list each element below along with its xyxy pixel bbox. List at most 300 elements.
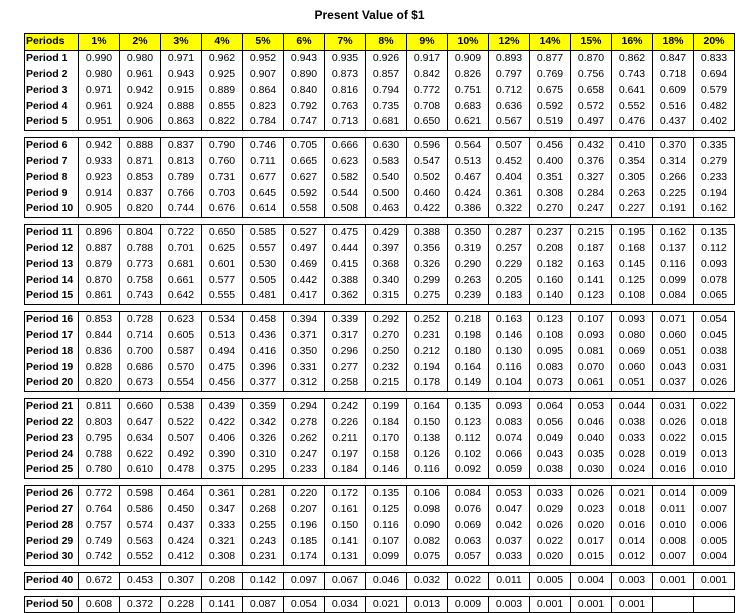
- pv-cell: 0.158: [366, 446, 407, 462]
- pv-cell: 0.788: [120, 241, 161, 257]
- pv-cell: 0.456: [202, 375, 243, 391]
- pv-cell: 0.855: [202, 98, 243, 114]
- pv-cell: 0.942: [120, 82, 161, 98]
- pv-cell: 0.191: [653, 201, 694, 217]
- table-row: [25, 415, 735, 431]
- table-row: [25, 114, 735, 130]
- pv-cell: 0.574: [120, 517, 161, 533]
- pv-cell: 0.596: [407, 137, 448, 153]
- pv-cell: 0.083: [489, 415, 530, 431]
- pv-cell: 0.069: [612, 343, 653, 359]
- pv-cell: 0.250: [366, 343, 407, 359]
- pv-cell: 0.672: [79, 572, 120, 589]
- pv-cell: 0.263: [612, 185, 653, 201]
- pv-cell: 0.239: [448, 288, 489, 304]
- pv-cell: 0.296: [325, 343, 366, 359]
- pv-cell: 0.310: [243, 446, 284, 462]
- period-label: Period 12: [25, 241, 79, 257]
- pv-cell: 0.233: [694, 169, 735, 185]
- pv-cell: 0.185: [284, 533, 325, 549]
- period-label: Period 24: [25, 446, 79, 462]
- pv-cell: 0.035: [571, 446, 612, 462]
- table-row: [25, 485, 735, 501]
- pv-cell: 0.751: [448, 82, 489, 98]
- pv-cell: 0.016: [612, 517, 653, 533]
- group-spacer: [25, 130, 735, 137]
- pv-cell: 0.195: [612, 224, 653, 240]
- pv-cell: 0.232: [366, 359, 407, 375]
- pv-cell: 0.572: [571, 98, 612, 114]
- table-row: [25, 201, 735, 217]
- pv-cell: 0.075: [407, 549, 448, 565]
- pv-cell: 0.292: [366, 311, 407, 327]
- pv-cell: 0.722: [161, 224, 202, 240]
- pv-cell: 0.137: [653, 241, 694, 257]
- pv-cell: 0.146: [366, 462, 407, 478]
- pv-cell: 0.054: [284, 596, 325, 613]
- pv-cell: 0.460: [407, 185, 448, 201]
- pv-cell: 0.141: [202, 596, 243, 613]
- pv-cell: 0.816: [325, 82, 366, 98]
- pv-cell: 0.333: [202, 517, 243, 533]
- pv-cell: 0.031: [653, 398, 694, 414]
- pv-cell: 0.061: [571, 375, 612, 391]
- pv-cell: 0.020: [530, 549, 571, 565]
- pv-cell: 0.772: [407, 82, 448, 98]
- pv-cell: 0.828: [79, 359, 120, 375]
- pv-cell: 0.871: [120, 154, 161, 170]
- pv-cell: 0.527: [284, 224, 325, 240]
- pv-cell: 0.924: [120, 98, 161, 114]
- pv-cell: 0.605: [161, 328, 202, 344]
- pv-cell: 0.004: [694, 549, 735, 565]
- pv-cell: 0.198: [448, 328, 489, 344]
- pv-cell: 0.093: [694, 256, 735, 272]
- pv-cell: 0.516: [653, 98, 694, 114]
- pv-cell: 0.277: [325, 359, 366, 375]
- pv-cell: 0.123: [571, 288, 612, 304]
- pv-cell: 0.317: [325, 328, 366, 344]
- pv-cell: 0.386: [448, 201, 489, 217]
- pv-cell: 0.070: [571, 359, 612, 375]
- pv-cell: 0.861: [79, 288, 120, 304]
- pv-cell: 0.150: [407, 415, 448, 431]
- group-spacer: [25, 391, 735, 398]
- pv-cell: 0.887: [79, 241, 120, 257]
- pv-cell: 0.172: [325, 485, 366, 501]
- pv-cell: 0.475: [202, 359, 243, 375]
- pv-cell: 0.803: [79, 415, 120, 431]
- pv-cell: 0.634: [120, 430, 161, 446]
- pv-cell: 0.174: [284, 549, 325, 565]
- pv-cell: 0.630: [366, 137, 407, 153]
- pv-cell: 0.199: [366, 398, 407, 414]
- pv-cell: 0.108: [530, 328, 571, 344]
- period-label: Period 4: [25, 98, 79, 114]
- pv-cell: 0.601: [202, 256, 243, 272]
- pv-cell: 0.212: [407, 343, 448, 359]
- pv-cell: 0.582: [325, 169, 366, 185]
- pv-cell: 0.284: [571, 185, 612, 201]
- pv-cell: 0.837: [120, 185, 161, 201]
- pv-cell: 0.747: [284, 114, 325, 130]
- pv-cell: 0.508: [325, 201, 366, 217]
- table-row: [25, 533, 735, 549]
- pv-cell: 0.915: [161, 82, 202, 98]
- pv-cell: 0.475: [325, 224, 366, 240]
- pv-cell: 0.469: [284, 256, 325, 272]
- period-label: Period 16: [25, 311, 79, 327]
- pv-cell: 0.439: [202, 398, 243, 414]
- table-row: [25, 169, 735, 185]
- pv-cell: 0.351: [530, 169, 571, 185]
- pv-cell: 0.009: [694, 485, 735, 501]
- pv-cell: 0.933: [79, 154, 120, 170]
- pv-cell: 0.073: [530, 375, 571, 391]
- pv-cell: 0.056: [530, 415, 571, 431]
- pv-cell: 0.429: [366, 224, 407, 240]
- group-spacer: [25, 565, 735, 572]
- pv-cell: 0.804: [120, 224, 161, 240]
- pv-cell: 0.022: [653, 430, 694, 446]
- pv-cell: 0.163: [489, 311, 530, 327]
- period-label: Period 5: [25, 114, 79, 130]
- pv-cell: 0.554: [161, 375, 202, 391]
- pv-cell: 0.853: [120, 169, 161, 185]
- pv-cell: 0.547: [407, 154, 448, 170]
- pv-cell: 0.587: [161, 343, 202, 359]
- pv-cell: 0.106: [407, 485, 448, 501]
- pv-cell: 0.437: [653, 114, 694, 130]
- pv-cell: 0.862: [612, 50, 653, 66]
- pv-cell: 0.130: [489, 343, 530, 359]
- pv-cell: 0.797: [489, 67, 530, 83]
- pv-cell: 0.226: [325, 415, 366, 431]
- pv-cell: 0.658: [571, 82, 612, 98]
- pv-cell: 0.914: [79, 185, 120, 201]
- header-rate: 10%: [448, 34, 489, 51]
- pv-cell: 0.780: [79, 462, 120, 478]
- pv-cell: 0.623: [161, 311, 202, 327]
- pv-cell: 0.183: [489, 288, 530, 304]
- pv-cell: 0.107: [571, 311, 612, 327]
- pv-cell: 0.356: [407, 241, 448, 257]
- pv-cell: 0.081: [571, 343, 612, 359]
- pv-cell: [694, 596, 735, 613]
- pv-cell: 0.404: [489, 169, 530, 185]
- pv-cell: 0.162: [653, 224, 694, 240]
- pv-cell: 0.820: [120, 201, 161, 217]
- pv-cell: 0.647: [120, 415, 161, 431]
- pv-cell: 0.519: [530, 114, 571, 130]
- pv-cell: 0.359: [243, 398, 284, 414]
- pv-cell: 0.196: [284, 517, 325, 533]
- header-row: [25, 34, 735, 51]
- pv-cell: 0.026: [653, 415, 694, 431]
- pv-cell: 0.178: [407, 375, 448, 391]
- pv-cell: 0.312: [284, 375, 325, 391]
- pv-cell: 0.837: [161, 137, 202, 153]
- pv-cell: 0.823: [243, 98, 284, 114]
- pv-cell: 0.552: [120, 549, 161, 565]
- pv-cell: 0.295: [243, 462, 284, 478]
- pv-cell: 0.024: [612, 462, 653, 478]
- pv-cell: 0.555: [202, 288, 243, 304]
- pv-cell: 0.577: [202, 272, 243, 288]
- pv-cell: 0.980: [79, 67, 120, 83]
- pv-cell: 0.789: [161, 169, 202, 185]
- pv-cell: 0.990: [79, 50, 120, 66]
- pv-cell: 0.322: [489, 201, 530, 217]
- pv-cell: 0.625: [202, 241, 243, 257]
- pv-cell: 0.540: [366, 169, 407, 185]
- pv-cell: 0.327: [571, 169, 612, 185]
- pv-cell: 0.099: [366, 549, 407, 565]
- pv-cell: 0.452: [489, 154, 530, 170]
- pv-cell: 0.033: [489, 549, 530, 565]
- pv-cell: 0.822: [202, 114, 243, 130]
- table-row: [25, 502, 735, 518]
- pv-cell: 0.896: [79, 224, 120, 240]
- pv-cell: 0.794: [366, 82, 407, 98]
- pv-cell: 0.043: [653, 359, 694, 375]
- pv-cell: 0.074: [489, 430, 530, 446]
- table-row: [25, 375, 735, 391]
- pv-cell: 0.275: [407, 288, 448, 304]
- period-label: Period 20: [25, 375, 79, 391]
- pv-cell: 0.820: [79, 375, 120, 391]
- pv-cell: 0.319: [448, 241, 489, 257]
- pv-cell: 0.160: [530, 272, 571, 288]
- pv-cell: 0.951: [79, 114, 120, 130]
- pv-cell: 0.570: [161, 359, 202, 375]
- period-label: Period 26: [25, 485, 79, 501]
- pv-cell: 0.478: [161, 462, 202, 478]
- pv-cell: 0.847: [653, 50, 694, 66]
- pv-cell: 0.015: [694, 430, 735, 446]
- pv-cell: 0.093: [489, 398, 530, 414]
- pv-cell: 0.681: [161, 256, 202, 272]
- header-rate: 1%: [79, 34, 120, 51]
- pv-cell: 0.022: [448, 572, 489, 589]
- pv-cell: 0.047: [489, 502, 530, 518]
- table-title: Present Value of $1: [314, 8, 425, 22]
- pv-cell: 0.790: [202, 137, 243, 153]
- pv-cell: 0.220: [284, 485, 325, 501]
- pv-cell: 0.853: [79, 311, 120, 327]
- pv-cell: 0.879: [79, 256, 120, 272]
- pv-cell: 0.681: [366, 114, 407, 130]
- pv-cell: 0.396: [243, 359, 284, 375]
- pv-cell: 0.001: [612, 596, 653, 613]
- pv-cell: 0.098: [407, 502, 448, 518]
- table-row: [25, 241, 735, 257]
- header-rate: 8%: [366, 34, 407, 51]
- pv-cell: 0.308: [202, 549, 243, 565]
- pv-cell: 0.339: [325, 311, 366, 327]
- pv-cell: 0.476: [612, 114, 653, 130]
- table-row: [25, 154, 735, 170]
- pv-cell: 0.713: [325, 114, 366, 130]
- pv-cell: 0.194: [694, 185, 735, 201]
- pv-cell: 0.208: [530, 241, 571, 257]
- pv-cell: 0.030: [571, 462, 612, 478]
- pv-cell: 0.943: [284, 50, 325, 66]
- pv-cell: 0.007: [653, 549, 694, 565]
- pv-cell: 0.368: [366, 256, 407, 272]
- period-label: Period 29: [25, 533, 79, 549]
- pv-cell: 0.090: [407, 517, 448, 533]
- pv-cell: 0.006: [694, 517, 735, 533]
- pv-cell: 0.163: [571, 256, 612, 272]
- table-row: [25, 98, 735, 114]
- pv-cell: 0.247: [571, 201, 612, 217]
- pv-cell: 0.583: [366, 154, 407, 170]
- pv-cell: 0.703: [202, 185, 243, 201]
- pv-cell: 0.410: [612, 137, 653, 153]
- pv-cell: 0.552: [612, 98, 653, 114]
- pv-cell: 0.686: [120, 359, 161, 375]
- pv-cell: 0.014: [612, 533, 653, 549]
- pv-cell: 0.023: [571, 502, 612, 518]
- period-label: Period 14: [25, 272, 79, 288]
- pv-cell: 0.840: [284, 82, 325, 98]
- pv-cell: 0.422: [407, 201, 448, 217]
- pv-cell: 0.116: [366, 517, 407, 533]
- pv-cell: 0.424: [448, 185, 489, 201]
- pv-cell: 0.065: [694, 288, 735, 304]
- pv-cell: 0.935: [325, 50, 366, 66]
- period-label: Period 8: [25, 169, 79, 185]
- table-row: [25, 256, 735, 272]
- pv-cell: 0.857: [366, 67, 407, 83]
- table-row: [25, 517, 735, 533]
- pv-cell: 0.184: [366, 415, 407, 431]
- pv-cell: 0.013: [407, 596, 448, 613]
- pv-cell: 0.811: [79, 398, 120, 414]
- pv-cell: 0.001: [571, 596, 612, 613]
- pv-cell: 0.402: [694, 114, 735, 130]
- pv-cell: 0.018: [612, 502, 653, 518]
- pv-cell: 0.270: [530, 201, 571, 217]
- pv-cell: 0.415: [325, 256, 366, 272]
- pv-cell: 0.066: [489, 446, 530, 462]
- pv-cell: 0.437: [161, 517, 202, 533]
- pv-cell: 0.207: [284, 502, 325, 518]
- pv-cell: 0.502: [407, 169, 448, 185]
- pv-cell: 0.400: [530, 154, 571, 170]
- pv-cell: 0.712: [489, 82, 530, 98]
- pv-cell: 0.833: [694, 50, 735, 66]
- pv-cell: 0.231: [407, 328, 448, 344]
- pv-cell: 0.215: [571, 224, 612, 240]
- pv-cell: 0.370: [653, 137, 694, 153]
- pv-cell: 0.135: [366, 485, 407, 501]
- pv-cell: 0.057: [448, 549, 489, 565]
- pv-cell: 0.227: [612, 201, 653, 217]
- pv-cell: 0.558: [284, 201, 325, 217]
- pv-cell: 0.102: [448, 446, 489, 462]
- pv-cell: 0.432: [571, 137, 612, 153]
- pv-cell: 0.888: [161, 98, 202, 114]
- pv-cell: 0.890: [284, 67, 325, 83]
- pv-cell: 0.942: [79, 137, 120, 153]
- pv-cell: 0.538: [161, 398, 202, 414]
- pv-cell: 0.270: [366, 328, 407, 344]
- pv-cell: 0.146: [489, 328, 530, 344]
- pv-cell: 0.610: [120, 462, 161, 478]
- period-label: Period 3: [25, 82, 79, 98]
- pv-cell: 0.388: [407, 224, 448, 240]
- pv-cell: 0.534: [202, 311, 243, 327]
- pv-cell: 0.735: [366, 98, 407, 114]
- pv-cell: 0.015: [571, 549, 612, 565]
- pv-cell: 0.335: [694, 137, 735, 153]
- pv-cell: 0.586: [120, 502, 161, 518]
- pv-cell: 0.813: [161, 154, 202, 170]
- pv-cell: 0.001: [694, 572, 735, 589]
- pv-cell: 0.299: [407, 272, 448, 288]
- pv-cell: 0.005: [694, 533, 735, 549]
- pv-cell: 0.743: [612, 67, 653, 83]
- period-label: Period 15: [25, 288, 79, 304]
- pv-cell: 0.836: [79, 343, 120, 359]
- pv-cell: 0.123: [530, 311, 571, 327]
- header-rate: 18%: [653, 34, 694, 51]
- pv-cell: 0.258: [325, 375, 366, 391]
- pv-cell: 0.579: [694, 82, 735, 98]
- pv-cell: 0.029: [530, 502, 571, 518]
- pv-cell: 0.888: [120, 137, 161, 153]
- group-spacer: [25, 589, 735, 596]
- header-rate: 14%: [530, 34, 571, 51]
- pv-cell: 0.347: [202, 502, 243, 518]
- pv-cell: 0.093: [612, 311, 653, 327]
- pv-cell: 0.961: [120, 67, 161, 83]
- pv-cell: 0.350: [448, 224, 489, 240]
- pv-cell: 0.197: [325, 446, 366, 462]
- table-row: [25, 430, 735, 446]
- pv-cell: 0.758: [120, 272, 161, 288]
- pv-cell: 0.376: [571, 154, 612, 170]
- pv-cell: 0.340: [366, 272, 407, 288]
- pv-cell: 0.453: [120, 572, 161, 589]
- pv-cell: 0.450: [161, 502, 202, 518]
- pv-cell: 0.051: [653, 343, 694, 359]
- period-label: Period 21: [25, 398, 79, 414]
- pv-cell: 0.394: [284, 311, 325, 327]
- group-spacer: [25, 217, 735, 224]
- pv-cell: 0.142: [243, 572, 284, 589]
- pv-cell: 0.773: [120, 256, 161, 272]
- table-row: [25, 272, 735, 288]
- pv-cell: 0.019: [653, 446, 694, 462]
- period-label: Period 18: [25, 343, 79, 359]
- pv-cell: 0.014: [653, 485, 694, 501]
- pv-cell: 0.406: [202, 430, 243, 446]
- pv-cell: 0.083: [530, 359, 571, 375]
- present-value-table: [24, 33, 735, 613]
- pv-cell: 0.870: [571, 50, 612, 66]
- period-label: Period 11: [25, 224, 79, 240]
- pv-cell: 0.614: [243, 201, 284, 217]
- pv-cell: 0.507: [489, 137, 530, 153]
- pv-cell: 0.390: [202, 446, 243, 462]
- pv-cell: 0.007: [694, 502, 735, 518]
- pv-cell: 0.826: [448, 67, 489, 83]
- pv-cell: 0.003: [489, 596, 530, 613]
- pv-cell: 0.728: [120, 311, 161, 327]
